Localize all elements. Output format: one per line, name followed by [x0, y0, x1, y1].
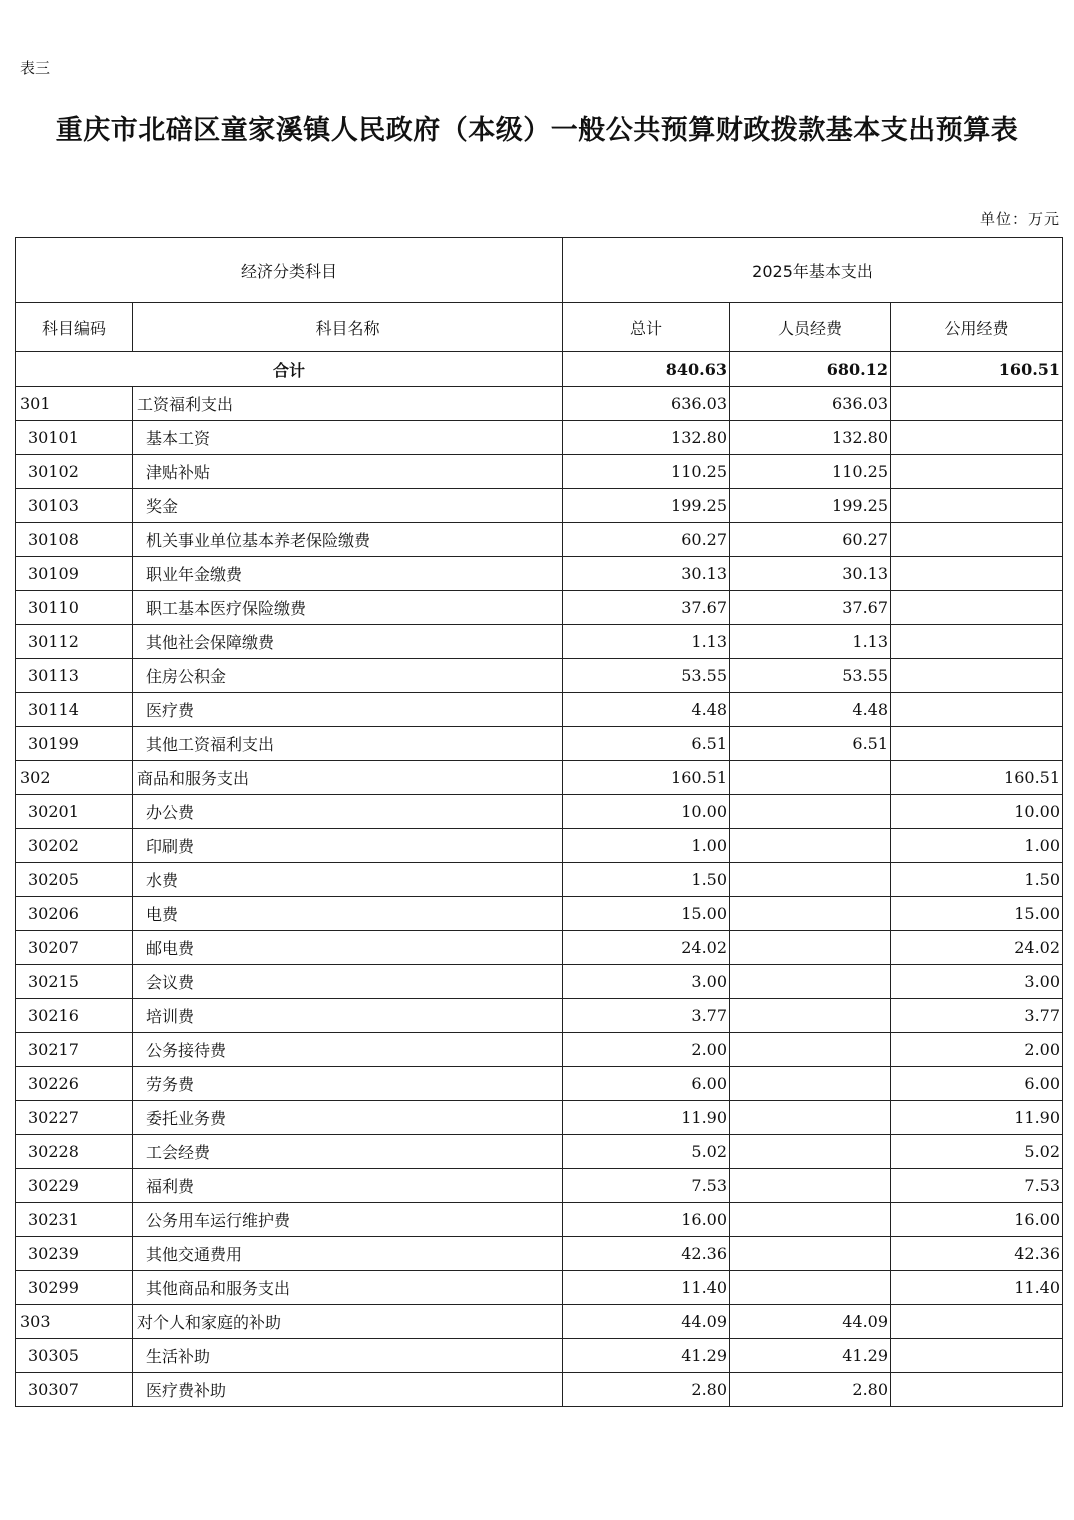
header-code: 科目编码	[16, 303, 133, 352]
row-code: 30108	[16, 523, 133, 557]
row-public: 11.40	[891, 1271, 1063, 1305]
row-total: 6.00	[563, 1067, 730, 1101]
row-code: 30202	[16, 829, 133, 863]
row-public: 1.00	[891, 829, 1063, 863]
row-total: 160.51	[563, 761, 730, 795]
row-code: 30112	[16, 625, 133, 659]
budget-table-body	[16, 238, 1063, 1407]
table-row	[16, 489, 1063, 523]
row-personnel: 6.51	[730, 727, 891, 761]
total-amount: 840.63	[563, 352, 730, 387]
row-name: 工资福利支出	[133, 387, 563, 421]
row-code: 30299	[16, 1271, 133, 1305]
row-total: 3.77	[563, 999, 730, 1033]
row-code: 30201	[16, 795, 133, 829]
row-total: 10.00	[563, 795, 730, 829]
total-personnel: 680.12	[730, 352, 891, 387]
row-public	[891, 455, 1063, 489]
budget-table	[15, 237, 1063, 1407]
row-name: 津贴补贴	[133, 455, 563, 489]
row-code: 30205	[16, 863, 133, 897]
row-code: 30239	[16, 1237, 133, 1271]
row-personnel: 60.27	[730, 523, 891, 557]
row-name: 医疗费	[133, 693, 563, 727]
table-row	[16, 421, 1063, 455]
table-row	[16, 829, 1063, 863]
row-code: 30307	[16, 1373, 133, 1407]
table-row	[16, 523, 1063, 557]
row-name: 工会经费	[133, 1135, 563, 1169]
row-name: 商品和服务支出	[133, 761, 563, 795]
row-personnel	[730, 1135, 891, 1169]
row-personnel: 37.67	[730, 591, 891, 625]
row-name: 对个人和家庭的补助	[133, 1305, 563, 1339]
row-total: 5.02	[563, 1135, 730, 1169]
row-code: 30231	[16, 1203, 133, 1237]
row-total: 1.50	[563, 863, 730, 897]
row-code: 30229	[16, 1169, 133, 1203]
row-name: 邮电费	[133, 931, 563, 965]
table-row	[16, 1169, 1063, 1203]
table-row	[16, 591, 1063, 625]
row-total: 6.51	[563, 727, 730, 761]
row-code: 30227	[16, 1101, 133, 1135]
row-public: 5.02	[891, 1135, 1063, 1169]
row-personnel	[730, 761, 891, 795]
row-code: 30103	[16, 489, 133, 523]
row-public	[891, 659, 1063, 693]
total-public: 160.51	[891, 352, 1063, 387]
row-name: 职业年金缴费	[133, 557, 563, 591]
row-total: 53.55	[563, 659, 730, 693]
table-row	[16, 863, 1063, 897]
header-total: 总计	[563, 303, 730, 352]
row-personnel: 53.55	[730, 659, 891, 693]
row-name: 基本工资	[133, 421, 563, 455]
row-name: 机关事业单位基本养老保险缴费	[133, 523, 563, 557]
table-row	[16, 727, 1063, 761]
row-code: 30228	[16, 1135, 133, 1169]
row-public: 3.00	[891, 965, 1063, 999]
document-title: 重庆市北碚区童家溪镇人民政府（本级）一般公共预算财政拨款基本支出预算表	[55, 115, 1019, 146]
row-total: 3.00	[563, 965, 730, 999]
row-total: 132.80	[563, 421, 730, 455]
row-code: 30207	[16, 931, 133, 965]
row-code: 30102	[16, 455, 133, 489]
table-row	[16, 1033, 1063, 1067]
row-name: 公务接待费	[133, 1033, 563, 1067]
row-name: 职工基本医疗保险缴费	[133, 591, 563, 625]
row-total: 2.80	[563, 1373, 730, 1407]
row-public: 16.00	[891, 1203, 1063, 1237]
table-row	[16, 1101, 1063, 1135]
row-public: 6.00	[891, 1067, 1063, 1101]
row-public	[891, 693, 1063, 727]
header-economic-classification: 经济分类科目	[16, 238, 563, 303]
row-public: 24.02	[891, 931, 1063, 965]
row-public: 10.00	[891, 795, 1063, 829]
row-total: 60.27	[563, 523, 730, 557]
row-public	[891, 489, 1063, 523]
table-row	[16, 1305, 1063, 1339]
row-name: 其他商品和服务支出	[133, 1271, 563, 1305]
table-row	[16, 999, 1063, 1033]
table-row	[16, 455, 1063, 489]
row-public	[891, 1339, 1063, 1373]
header-column-row	[16, 303, 1063, 352]
row-name: 住房公积金	[133, 659, 563, 693]
row-public: 42.36	[891, 1237, 1063, 1271]
row-total: 44.09	[563, 1305, 730, 1339]
table-row	[16, 931, 1063, 965]
row-public	[891, 591, 1063, 625]
table-row	[16, 1203, 1063, 1237]
row-name: 水费	[133, 863, 563, 897]
row-public: 15.00	[891, 897, 1063, 931]
table-row	[16, 693, 1063, 727]
row-total: 2.00	[563, 1033, 730, 1067]
table-row	[16, 1373, 1063, 1407]
row-personnel	[730, 999, 891, 1033]
row-name: 办公费	[133, 795, 563, 829]
row-name: 劳务费	[133, 1067, 563, 1101]
row-code: 30216	[16, 999, 133, 1033]
row-personnel	[730, 795, 891, 829]
row-public	[891, 387, 1063, 421]
row-name: 生活补助	[133, 1339, 563, 1373]
table-row	[16, 1271, 1063, 1305]
row-code: 30217	[16, 1033, 133, 1067]
table-row	[16, 965, 1063, 999]
row-total: 37.67	[563, 591, 730, 625]
table-row	[16, 897, 1063, 931]
row-personnel: 30.13	[730, 557, 891, 591]
row-personnel: 199.25	[730, 489, 891, 523]
table-row	[16, 1067, 1063, 1101]
row-public	[891, 727, 1063, 761]
row-public	[891, 421, 1063, 455]
table-row	[16, 557, 1063, 591]
table-row	[16, 1339, 1063, 1373]
row-code: 30110	[16, 591, 133, 625]
unit-label: 单位：万元	[979, 210, 1060, 228]
row-public: 1.50	[891, 863, 1063, 897]
row-code: 303	[16, 1305, 133, 1339]
row-code: 301	[16, 387, 133, 421]
row-personnel: 44.09	[730, 1305, 891, 1339]
header-public: 公用经费	[891, 303, 1063, 352]
table-row	[16, 625, 1063, 659]
row-code: 30113	[16, 659, 133, 693]
row-code: 30305	[16, 1339, 133, 1373]
row-code: 30226	[16, 1067, 133, 1101]
row-name: 电费	[133, 897, 563, 931]
table-row	[16, 1135, 1063, 1169]
row-total: 4.48	[563, 693, 730, 727]
row-name: 会议费	[133, 965, 563, 999]
row-total: 110.25	[563, 455, 730, 489]
header-group-row	[16, 238, 1063, 303]
row-name: 福利费	[133, 1169, 563, 1203]
row-total: 11.40	[563, 1271, 730, 1305]
row-personnel	[730, 897, 891, 931]
row-personnel	[730, 1169, 891, 1203]
row-personnel	[730, 1101, 891, 1135]
header-personnel: 人员经费	[730, 303, 891, 352]
row-public	[891, 625, 1063, 659]
header-name: 科目名称	[133, 303, 563, 352]
table-label: 表三	[20, 59, 51, 77]
row-code: 30114	[16, 693, 133, 727]
row-total: 42.36	[563, 1237, 730, 1271]
row-personnel: 41.29	[730, 1339, 891, 1373]
row-code: 30101	[16, 421, 133, 455]
row-personnel	[730, 965, 891, 999]
row-public	[891, 1373, 1063, 1407]
row-total: 16.00	[563, 1203, 730, 1237]
row-total: 636.03	[563, 387, 730, 421]
header-basic-expenditure: 2025年基本支出	[563, 238, 1063, 303]
row-public: 160.51	[891, 761, 1063, 795]
row-code: 30199	[16, 727, 133, 761]
row-personnel	[730, 931, 891, 965]
row-personnel	[730, 829, 891, 863]
row-total: 7.53	[563, 1169, 730, 1203]
row-name: 委托业务费	[133, 1101, 563, 1135]
table-row	[16, 795, 1063, 829]
row-personnel: 1.13	[730, 625, 891, 659]
row-personnel: 4.48	[730, 693, 891, 727]
row-total: 11.90	[563, 1101, 730, 1135]
row-name: 医疗费补助	[133, 1373, 563, 1407]
total-row	[16, 352, 1063, 387]
row-code: 30206	[16, 897, 133, 931]
row-total: 41.29	[563, 1339, 730, 1373]
row-name: 培训费	[133, 999, 563, 1033]
row-personnel: 110.25	[730, 455, 891, 489]
row-total: 24.02	[563, 931, 730, 965]
row-total: 15.00	[563, 897, 730, 931]
row-public	[891, 557, 1063, 591]
row-personnel	[730, 1237, 891, 1271]
row-public: 7.53	[891, 1169, 1063, 1203]
table-row	[16, 659, 1063, 693]
total-label: 合计	[16, 352, 563, 387]
table-row	[16, 761, 1063, 795]
row-public: 3.77	[891, 999, 1063, 1033]
row-code: 30109	[16, 557, 133, 591]
table-row	[16, 387, 1063, 421]
row-total: 1.00	[563, 829, 730, 863]
row-personnel	[730, 1067, 891, 1101]
row-name: 其他社会保障缴费	[133, 625, 563, 659]
row-public: 11.90	[891, 1101, 1063, 1135]
table-row	[16, 1237, 1063, 1271]
row-personnel	[730, 863, 891, 897]
row-name: 印刷费	[133, 829, 563, 863]
row-personnel: 2.80	[730, 1373, 891, 1407]
row-total: 30.13	[563, 557, 730, 591]
row-code: 302	[16, 761, 133, 795]
row-personnel: 132.80	[730, 421, 891, 455]
row-personnel	[730, 1203, 891, 1237]
row-personnel	[730, 1033, 891, 1067]
row-public	[891, 523, 1063, 557]
row-total: 1.13	[563, 625, 730, 659]
row-personnel: 636.03	[730, 387, 891, 421]
row-public	[891, 1305, 1063, 1339]
row-code: 30215	[16, 965, 133, 999]
row-public: 2.00	[891, 1033, 1063, 1067]
row-total: 199.25	[563, 489, 730, 523]
row-name: 奖金	[133, 489, 563, 523]
row-name: 公务用车运行维护费	[133, 1203, 563, 1237]
row-name: 其他交通费用	[133, 1237, 563, 1271]
row-personnel	[730, 1271, 891, 1305]
row-name: 其他工资福利支出	[133, 727, 563, 761]
